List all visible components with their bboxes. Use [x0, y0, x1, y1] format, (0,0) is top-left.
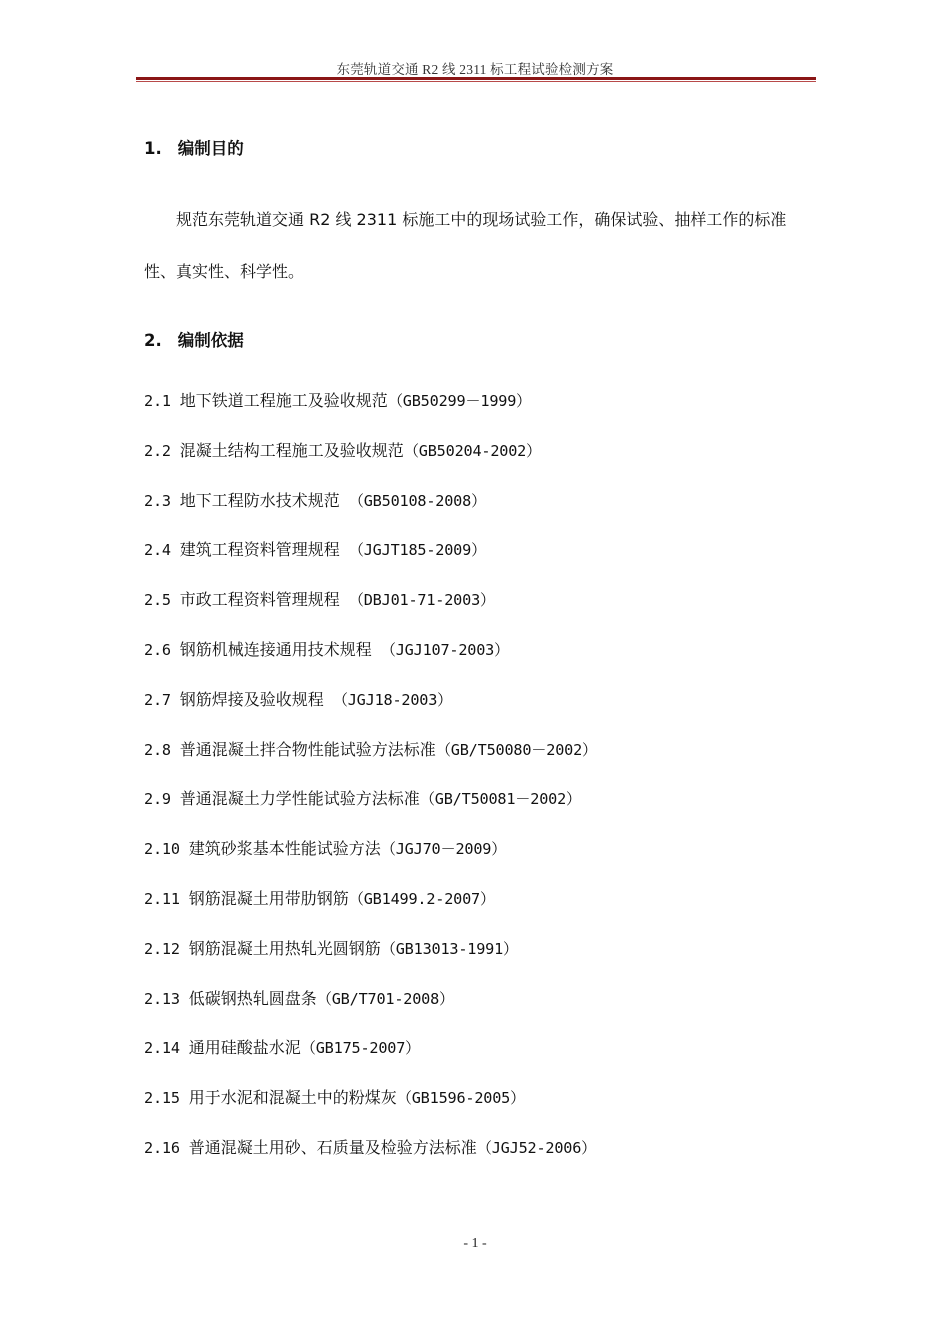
- reference-code: （GB/T50081－2002）: [419, 790, 582, 809]
- reference-code: （GB/T701-2008）: [316, 989, 455, 1008]
- reference-number: 2.8: [144, 740, 171, 759]
- section-heading-2: [144, 322, 812, 360]
- header-rule: [136, 77, 816, 80]
- reference-code: （GB1499.2-2007）: [348, 889, 495, 908]
- reference-code: （GB50299－1999）: [387, 392, 532, 410]
- reference-number: 2.3: [144, 491, 171, 510]
- purpose-paragraph: 规范东莞轨道交通 R2 线 2311 标施工中的现场试验工作，确保试验、抽样工作的标准性、真实性、科学性。: [144, 210, 787, 281]
- reference-number: 2.1: [144, 392, 171, 410]
- reference-title: 地下工程防水技术规范: [179, 490, 340, 510]
- reference-number: 2.11: [144, 889, 180, 908]
- section-title: 编制目的: [177, 139, 244, 158]
- reference-item: [144, 1023, 812, 1073]
- reference-number: 2.12: [144, 939, 180, 958]
- reference-number: 2.2: [144, 441, 171, 460]
- reference-title: 普通混凝土力学性能试验方法标准: [179, 789, 420, 809]
- section-title: 编制依据: [177, 331, 244, 350]
- reference-code: （DBJ01-71-2003）: [339, 591, 495, 610]
- reference-title: 普通混凝土用砂、石质量及检验方法标准: [188, 1137, 477, 1157]
- reference-title: 通用硅酸盐水泥: [188, 1038, 301, 1058]
- reference-number: 2.5: [144, 591, 171, 610]
- reference-code: （JGJ52-2006）: [476, 1138, 597, 1157]
- running-header: 东莞轨道交通 R2 线 2311 标工程试验检测方案: [336, 62, 614, 77]
- reference-number: 2.16: [144, 1138, 180, 1157]
- reference-code: （JGJ18-2003）: [323, 690, 453, 709]
- reference-title: 市政工程资料管理规程: [179, 590, 340, 610]
- reference-number: 2.4: [144, 541, 171, 560]
- section-heading-1: [144, 130, 812, 168]
- reference-item: [144, 924, 812, 974]
- reference-item: [144, 725, 812, 775]
- reference-code: （JGJ107-2003）: [371, 640, 510, 659]
- section-number: 2.: [144, 331, 162, 350]
- reference-item: [144, 1073, 812, 1123]
- reference-title: 低碳钢热轧圆盘条: [188, 988, 317, 1008]
- reference-item: [144, 476, 812, 526]
- reference-number: 2.9: [144, 790, 171, 809]
- reference-item: [144, 1123, 812, 1173]
- reference-item: [144, 426, 812, 476]
- reference-code: （GB50108-2008）: [339, 491, 487, 510]
- reference-title: 建筑工程资料管理规程: [179, 540, 340, 560]
- section-number: 1.: [144, 139, 162, 158]
- reference-item: [144, 575, 812, 625]
- reference-number: 2.7: [144, 690, 171, 709]
- reference-code: （GB13013-1991）: [380, 939, 519, 958]
- reference-item: [144, 974, 812, 1024]
- reference-code: （JGJ70－2009）: [380, 840, 507, 859]
- reference-item: [144, 376, 812, 426]
- spacer: [144, 298, 812, 322]
- spacer: [144, 168, 812, 194]
- reference-number: 2.15: [144, 1089, 180, 1108]
- reference-title: 普通混凝土拌合物性能试验方法标准: [179, 739, 436, 759]
- reference-title: 钢筋焊接及验收规程: [179, 689, 324, 709]
- reference-item: [144, 525, 812, 575]
- reference-title: 钢筋混凝土用热轧光圆钢筋: [188, 938, 381, 958]
- reference-list: [144, 376, 812, 1173]
- reference-item: [144, 774, 812, 824]
- reference-item: [144, 874, 812, 924]
- reference-title: 建筑砂浆基本性能试验方法: [188, 839, 381, 859]
- reference-number: 2.14: [144, 1039, 180, 1058]
- reference-code: （JGJT185-2009）: [339, 541, 487, 560]
- reference-title: 用于水泥和混凝土中的粉煤灰: [188, 1088, 397, 1108]
- reference-title: 钢筋机械连接通用技术规程: [179, 639, 372, 659]
- reference-title: 地下铁道工程施工及验收规范: [179, 391, 388, 410]
- reference-number: 2.10: [144, 840, 180, 859]
- reference-number: 2.13: [144, 989, 180, 1008]
- reference-code: （GB/T50080－2002）: [435, 740, 598, 759]
- header-rule-thin: [136, 81, 816, 82]
- reference-title: 混凝土结构工程施工及验收规范: [179, 440, 404, 460]
- spacer: [144, 360, 812, 376]
- reference-title: 钢筋混凝土用带肋钢筋: [188, 888, 349, 908]
- reference-code: （GB50204-2002）: [403, 441, 542, 460]
- reference-code: （GB1596-2005）: [396, 1089, 526, 1108]
- reference-item: [144, 625, 812, 675]
- page-number: - 1 -: [463, 1236, 487, 1251]
- reference-code: （GB175-2007）: [300, 1039, 421, 1058]
- reference-item: [144, 824, 812, 874]
- document-body: [144, 130, 812, 1173]
- reference-number: 2.6: [144, 640, 171, 659]
- reference-item: [144, 675, 812, 725]
